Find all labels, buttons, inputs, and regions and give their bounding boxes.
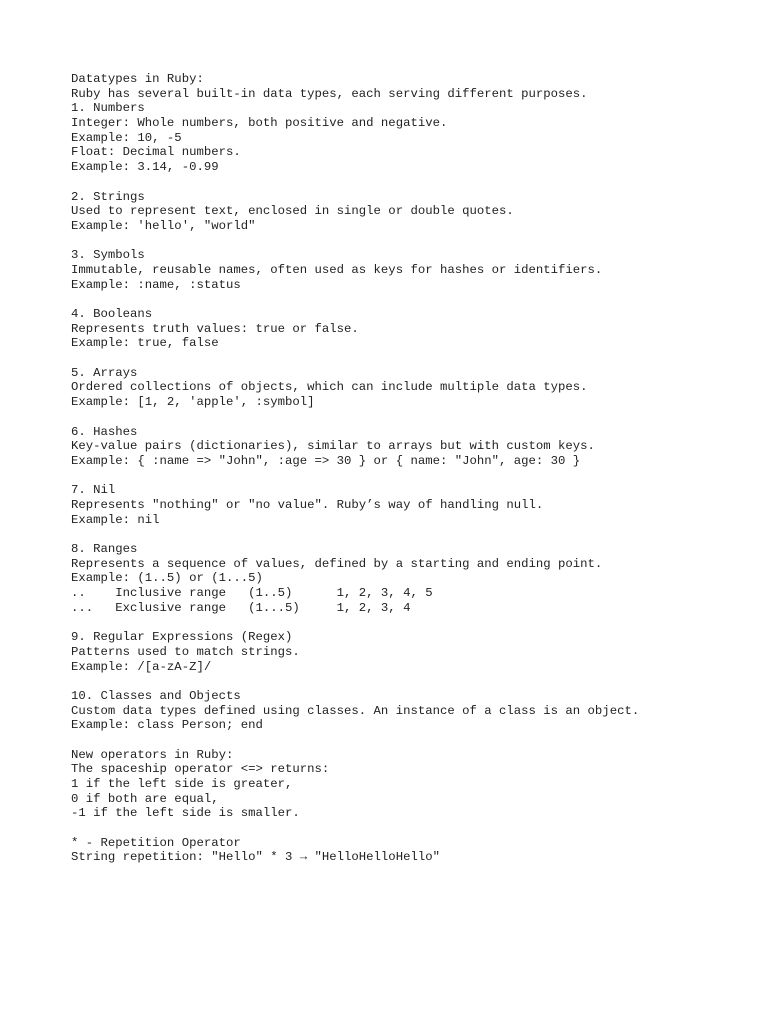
text-line: 8. Ranges — [71, 542, 138, 556]
text-line: -1 if the left side is smaller. — [71, 806, 300, 821]
text-line: New operators in Ruby: — [71, 747, 234, 762]
blank-line — [71, 674, 639, 689]
text-line: Represents a sequence of values, defined by a starting and ending point. — [71, 556, 603, 571]
text-line: Example: /[a-zA-Z]/ — [71, 659, 212, 674]
text-line: 3. Symbols — [71, 248, 145, 263]
text-line: 1. Numbers — [71, 101, 145, 116]
text-line: The spaceship operator <=> returns: — [71, 762, 330, 777]
text-line: Example: class Person; end — [71, 718, 263, 733]
text-line: ... Exclusive range (1...5) 1, 2, 3, 4 — [71, 600, 411, 615]
text-line: Example: (1..5) or (1...5) — [71, 571, 263, 586]
blank-line — [71, 410, 639, 425]
blank-line — [71, 351, 639, 366]
blank-line — [71, 615, 639, 630]
blank-line — [71, 234, 639, 249]
document-body — [71, 72, 639, 865]
text-line: Key-value pairs (dictionaries), similar to arrays but with custom keys. — [71, 439, 595, 454]
text-line: Example: { :name => "John", :age => 30 } or { name: "John", age: 30 } — [71, 453, 581, 468]
text-line: Ruby has several built-in data types, each serving different purposes. — [71, 86, 588, 101]
text-line: 4. Booleans — [71, 307, 153, 321]
text-line: Represents "nothing" or "no value". Ruby’s way of handling null. — [71, 497, 544, 512]
text-line: 10. Classes and Objects — [71, 688, 241, 703]
text-line: .. Inclusive range (1..5) 1, 2, 3, 4, 5 — [71, 586, 433, 601]
text-line: Float: Decimal numbers. — [71, 145, 241, 160]
text-line: Integer: Whole numbers, both positive and negative. — [71, 116, 448, 131]
text-line: Example: 3.14, -0.99 — [71, 160, 219, 175]
text-line: Represents truth values: true or false. — [71, 321, 359, 336]
text-line: Patterns used to match strings. — [71, 644, 300, 659]
text-line: Ordered collections of objects, which can include multiple data types. — [71, 380, 588, 395]
text-line: 7. Nil — [71, 483, 116, 498]
text-line: 5. Arrays — [71, 365, 138, 380]
text-line: Example: 'hello', "world" — [71, 218, 256, 233]
text-line: Example: true, false — [71, 336, 219, 351]
blank-line — [71, 292, 639, 307]
text-line: Example: :name, :status — [71, 277, 241, 292]
text-line: Example: nil — [71, 512, 160, 527]
blank-line — [71, 527, 639, 542]
blank-line — [71, 469, 639, 484]
text-line: Immutable, reusable names, often used as keys for hashes or identifiers. — [71, 262, 603, 277]
blank-line — [71, 175, 639, 190]
blank-line — [71, 733, 639, 748]
text-line: Example: 10, -5 — [71, 130, 182, 145]
text-line: String repetition: "Hello" * 3 → "HelloHelloHello" — [71, 850, 440, 865]
text-line: Example: [1, 2, 'apple', :symbol] — [71, 395, 315, 410]
text-line: * - Repetition Operator — [71, 835, 241, 850]
text-line: Datatypes in Ruby: — [71, 72, 204, 86]
text-line: 0 if both are equal, — [71, 791, 219, 806]
blank-line — [71, 821, 639, 836]
text-line: 6. Hashes — [71, 424, 138, 439]
text-line: Custom data types defined using classes. An instance of a class is an object. — [71, 703, 640, 718]
text-line: 9. Regular Expressions (Regex) — [71, 630, 293, 645]
text-line: 1 if the left side is greater, — [71, 777, 293, 791]
text-line: Used to represent text, enclosed in single or double quotes. — [71, 204, 514, 219]
text-line: 2. Strings — [71, 189, 145, 204]
